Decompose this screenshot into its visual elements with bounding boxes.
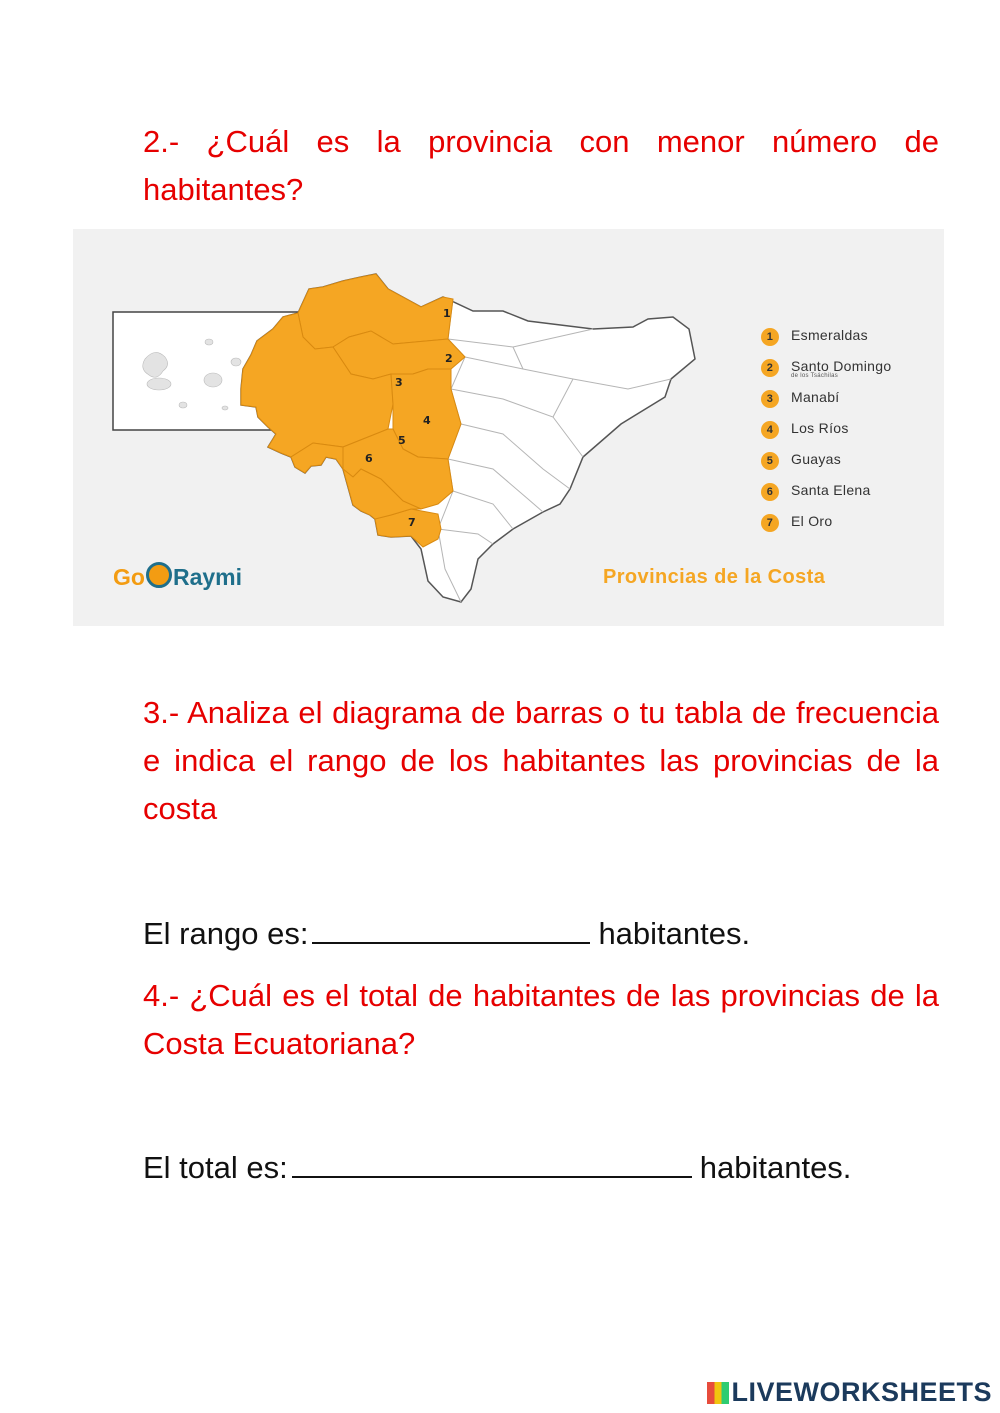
- legend-item: 4 Los Ríos: [761, 418, 931, 449]
- legend-item: 5 Guayas: [761, 449, 931, 480]
- legend-item: 1 Esmeraldas: [761, 325, 931, 356]
- range-input[interactable]: [312, 914, 590, 944]
- legend-item: 3 Manabí: [761, 387, 931, 418]
- question-3: 3.- Analiza el diagrama de barras o tu tabla de frecuencia e indica el rango de los habitantes las provincias de la costa: [143, 695, 939, 826]
- range-answer-line: [143, 914, 750, 954]
- globe-icon: [146, 562, 172, 588]
- svg-text:5: 5: [398, 434, 406, 447]
- goraymi-logo: Go Raymi: [113, 564, 242, 590]
- range-unit: habitantes.: [598, 916, 751, 951]
- range-label: El rango es:: [143, 916, 309, 951]
- map-caption: Provincias de la Costa: [603, 566, 826, 588]
- svg-text:4: 4: [423, 414, 431, 427]
- total-label: El total es:: [143, 1150, 288, 1185]
- question-4: 4.- ¿Cuál es el total de habitantes de las provincias de la Costa Ecuatoriana?: [143, 978, 939, 1061]
- svg-text:6: 6: [365, 452, 373, 465]
- legend-item: 7 El Oro: [761, 511, 931, 542]
- liveworksheets-logo[interactable]: LIVEWORKSHEETS: [707, 1377, 992, 1408]
- svg-text:1: 1: [443, 307, 451, 320]
- svg-text:3: 3: [395, 376, 403, 389]
- total-unit: habitantes.: [699, 1150, 852, 1185]
- svg-text:2: 2: [445, 352, 453, 365]
- question-2: 2.- ¿Cuál es la provincia con menor número de habitantes?: [143, 124, 939, 207]
- legend-item: 2 Santo Domingo de los Tsáchilas: [761, 356, 931, 387]
- map-figure: [73, 229, 944, 626]
- map-legend: [761, 325, 931, 542]
- svg-text:7: 7: [408, 516, 416, 529]
- total-answer-line: [143, 1148, 851, 1188]
- liveworksheets-icon: [707, 1382, 729, 1404]
- legend-item: 6 Santa Elena: [761, 480, 931, 511]
- total-input[interactable]: [292, 1148, 692, 1178]
